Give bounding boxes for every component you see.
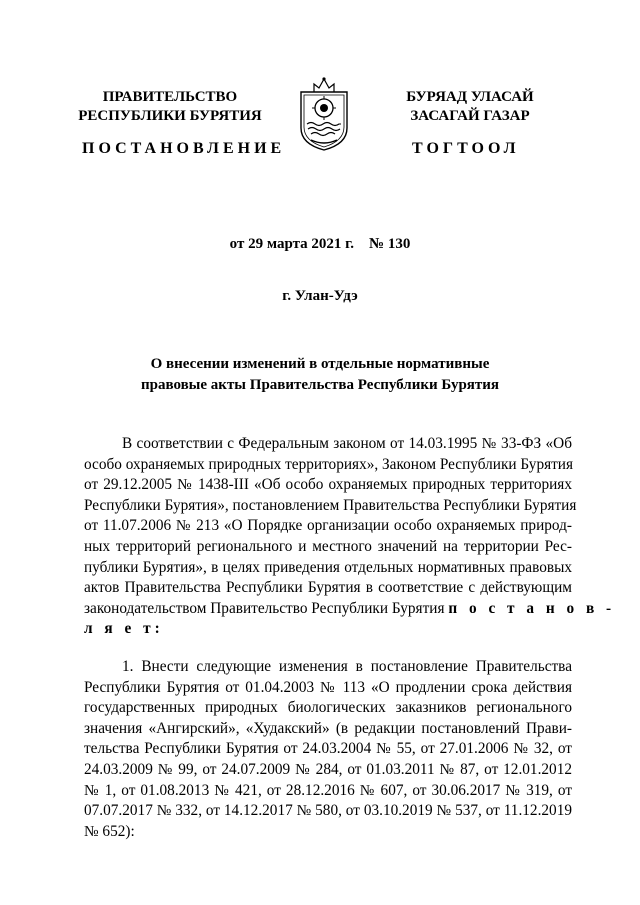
header-left-line1: ПРАВИТЕЛЬСТВО: [102, 89, 238, 105]
paragraph-preamble: [84, 434, 616, 640]
text-line: № 652):: [84, 822, 135, 840]
resolves-word-part1: п о с т а н о в -: [448, 599, 616, 617]
doctype-left: ПОСТАНОВЛЕНИЕ: [82, 140, 286, 157]
header-right-line1: БУРЯАД УЛАСАЙ: [406, 89, 534, 105]
text-line: 1. Внести следующие изменения в постановление Правительства: [122, 658, 572, 675]
document-title: [0, 354, 640, 396]
text-line: особо охраняемых природных территориях», Законом Республики Бурятия: [84, 455, 574, 473]
header-right-line2: ЗАСАГАЙ ГАЗАР: [410, 108, 530, 124]
text-line-resolves: [84, 599, 616, 620]
text-line: публики Бурятия», в целях приведения отдельных нормативных правовых: [84, 558, 572, 576]
text-line: ных территорий регионального и местного значений на территории Рес-: [84, 537, 572, 555]
title-line1: О внесении изменений в отдельные нормативные: [150, 356, 490, 372]
title-line2: правовые акты Правительства Республики Бурятия: [140, 377, 500, 393]
text-line: актов Правительства Республики Бурятия в соответствие с действующим: [84, 579, 572, 597]
text-line: Республики Бурятия от 01.04.2003 № 113 «О продлении срока действия: [84, 678, 572, 696]
city: г. Улан-Удэ: [282, 288, 358, 304]
coat-of-arms-icon: [297, 76, 351, 152]
text-line: № 1, от 01.08.2013 № 421, от 28.12.2016 № 607, от 30.06.2017 № 319, от: [84, 781, 572, 799]
text-line: В соответствии с Федеральным законом от 14.03.1995 № 33-ФЗ «Об: [122, 435, 572, 452]
date-and-number: от 29 марта 2021 г. № 130: [229, 236, 411, 252]
text-line: государственных природных биологических заказников регионального: [84, 699, 572, 717]
resolves-lead-text: законодательством Правительство Республики Бурятия: [84, 599, 449, 617]
header-right: [370, 88, 570, 126]
text-line: от 11.07.2006 № 213 «О Порядке организации особо охраняемых природ-: [84, 517, 572, 535]
text-line: значения «Ангирский», «Худакский» (в редакции постановлений Прави-: [84, 719, 572, 737]
text-line: от 29.12.2005 № 1438-III «Об особо охраняемых природных территориях: [84, 476, 572, 494]
resolves-word-part2: л я е т:: [84, 620, 164, 638]
text-line: 07.07.2017 № 332, от 14.12.2017 № 580, от 03.10.2019 № 537, от 11.12.2019: [84, 802, 572, 820]
header-left-line2: РЕСПУБЛИКИ БУРЯТИЯ: [78, 108, 262, 124]
paragraph-item-1: [84, 657, 572, 842]
text-line-resolves-end: [84, 619, 572, 640]
header-left: [60, 88, 280, 126]
doctype-right: ТОГТООЛ: [412, 140, 520, 157]
text-line: Республики Бурятия», постановлением Правительства Республики Бурятия: [84, 496, 577, 514]
text-line: тельства Республики Бурятия от 24.03.2004 № 55, от 27.01.2006 № 32, от: [84, 740, 572, 758]
text-line: 24.03.2009 № 99, от 24.07.2009 № 284, от 01.03.2011 № 87, от 12.01.2012: [84, 760, 572, 778]
